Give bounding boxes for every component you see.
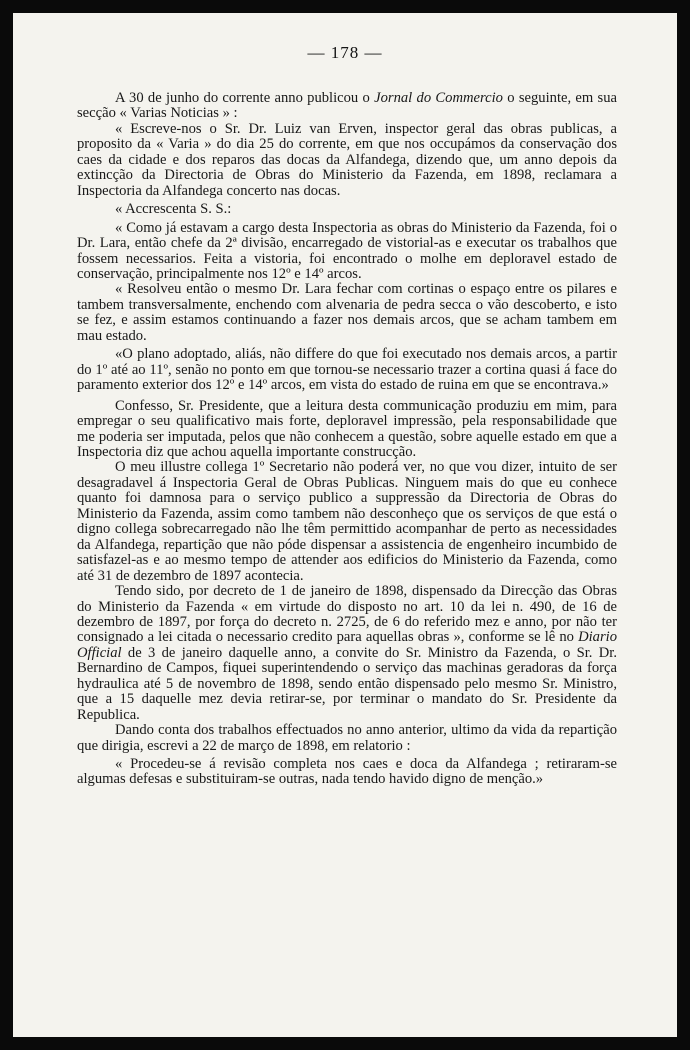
paragraph-jornal: A 30 de junho do corrente anno publicou o Jornal do Commercio o seguinte, em sua secção « Varias Noticias » : — [77, 90, 618, 122]
paragraph-quote-erven: « Escreve-nos o Sr. Dr. Luiz van Erven, inspector geral das obras publicas, a proposito da « Varia » do dia 25 do corrente, em que nos occupámos da conservação dos caes da cidade e dos reparos das docas da Alfandega, dizendo que, um anno depois da extincção da Directoria de Obras do Ministerio da Fazenda, em 1898, reclamara a Inspectoria da Alfandega concerto nas docas. — [77, 120, 617, 199]
paragraph-quote-revisao: « Procedeu-se á revisão completa nos caes e doca da Alfandega ; retiraram-se algumas defesas e substituiram-se outras, nada tendo havido digno de menção.» — [77, 756, 617, 788]
paragraph-quote-plano: «O plano adoptado, aliás, não differe do que foi executado nos demais arcos, a partir do 1º até ao 11º, senão no ponto em que tornou-se necessario trazer a cortina quasi á face do paramento exterior dos 12º e 14º arcos, em vista do estado de ruina em que se encontrava.» — [77, 346, 617, 394]
paragraph-decreto: Tendo sido, por decreto de 1 de janeiro de 1898, dispensado da Direcção das Obras do Ministerio da Fazenda « em virtude do disposto no art. 10 da lei n. 490, de 16 de dezembro de 1897, por força do decreto n. 2725, de 6 do referido mez e anno, por não ter consignado a lei citada o necessario credito para aquellas obras », conforme se lê no Diario Official de 3 de janeiro daquelle anno, a convite do Sr. Ministro da Fazenda, o Sr. Dr. Bernardino de Campos, fiquei superintendendo o serviço das machinas geradoras da força hydraulica até 5 de novembro de 1898, sendo então dispensado pelo mesmo Sr. Ministro, que a 15 daquelle mez devia retirar-se, por terminar o mandato do Sr. Presidente da Republica. — [77, 583, 617, 723]
gazette-title: Diario Official — [77, 629, 617, 661]
paragraph-accrescenta: « Accrescenta S. S.: — [115, 201, 232, 218]
paragraph-secretario: O meu illustre collega 1º Secretario não poderá ver, no que vou dizer, intuito de ser desagradavel á Inspectoria Geral de Obras Publicas. Ninguem mais do que eu conhece quanto foi damnosa para o serviço publico a suppressão da Directoria de Obras do Ministerio da Fazenda, assim como tambem não desconheço que os serviços de que está o digno collega sobrecarregado não lhe têm permittido acompanhar de perto as necessidades da Alfandega, repartição que não póde dispensar a assistencia de engenheiro incumbido de satisfazel-as e ao mesmo tempo de attender aos edificios do Ministerio da Fazenda, como até 31 de dezembro de 1897 acontecia. — [77, 459, 617, 584]
page-number: — 178 — — [307, 43, 383, 62]
paragraph-quote-inspectoria: « Como já estavam a cargo desta Inspectoria as obras do Ministerio da Fazenda, foi o Dr. Lara, então chefe da 2ª divisão, encarregado de vistorial-as e executar os trabalhos que fossem necessarios. Feita a vistoria, foi encontrado o molhe em deploravel estado de conservação, principalmente nos 12º e 14º arcos. — [77, 219, 617, 282]
document-page — [13, 13, 677, 1037]
paragraph-relatorio: Dando conta dos trabalhos effectuados no anno anterior, ultimo da vida da repartição que dirigia, escrevi a 22 de março de 1898, em relatorio : — [77, 722, 617, 754]
paragraph-quote-lara: « Resolveu então o mesmo Dr. Lara fechar com cortinas o espaço entre os pilares e tambem transversalmente, enchendo com alvenaria de pedra secca o vão descoberto, e isto se fez, e assim estamos continuando a fazer nos demais arcos, que se acham tambem em mau estado. — [77, 281, 617, 344]
newspaper-title: Jornal do Commercio — [374, 90, 503, 106]
body-text — [77, 91, 617, 788]
paragraph-confesso: Confesso, Sr. Presidente, que a leitura desta communicação produziu em mim, para empregar o seu qualificativo mais forte, deploravel impressão, pela responsabilidade que me poderia ser imputada, pelos que não conhecem a questão, sobre aquelle estado em que a Inspectoria diz que achou aquella importante construcção. — [77, 397, 617, 460]
